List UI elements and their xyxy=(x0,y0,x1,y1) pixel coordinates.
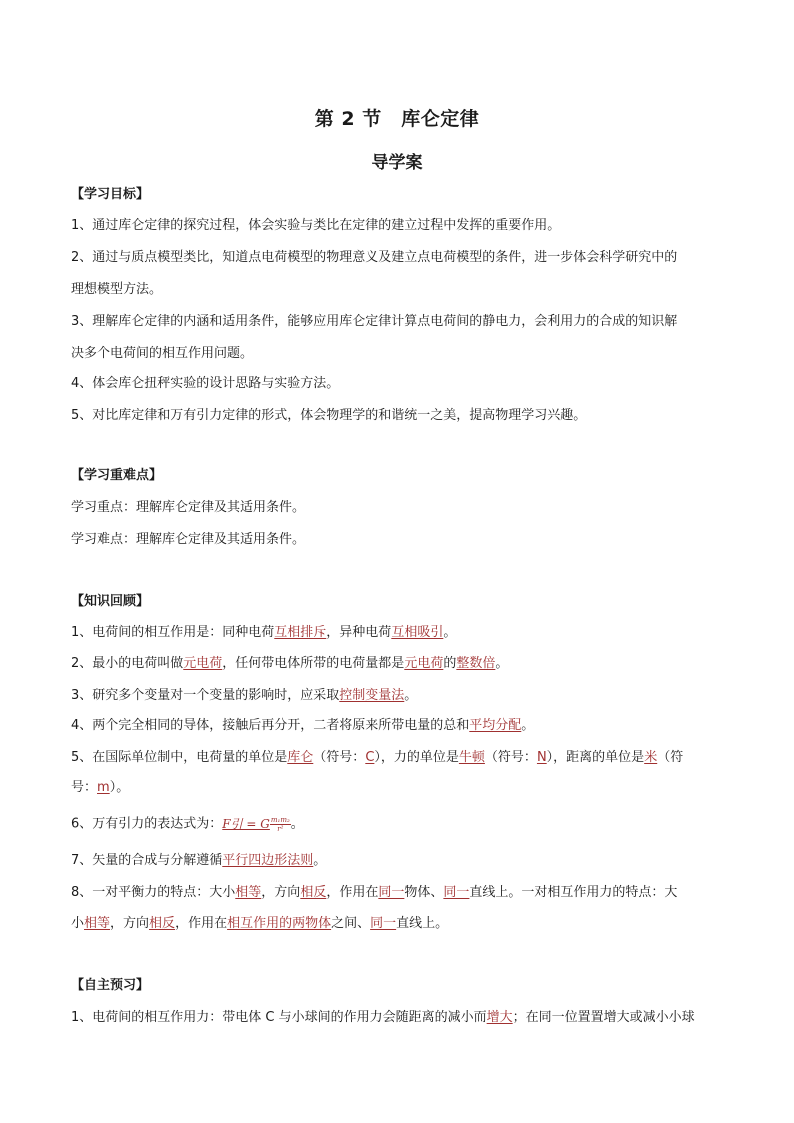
text: 的 xyxy=(443,656,457,671)
keypoints-heading: 【学习重难点】 xyxy=(71,468,163,483)
answer-blank: 平均分配 xyxy=(469,718,522,733)
review-line-6 xyxy=(71,814,726,835)
text: 7、矢量的合成与分解遵循 xyxy=(71,853,223,868)
preview-heading: 【自主预习】 xyxy=(71,978,150,993)
review-line-2 xyxy=(71,654,726,674)
answer-blank: 相等 xyxy=(235,885,262,900)
text: 2、最小的电荷叫做 xyxy=(71,656,184,671)
review-line-4 xyxy=(71,716,726,736)
difficulty-text: 学习难点：理解库仑定律及其适用条件。 xyxy=(71,532,306,547)
review-line-8 xyxy=(71,883,726,903)
answer-blank: 库仑 xyxy=(287,750,314,765)
goal-item: 决多个电荷间的相互作用问题。 xyxy=(71,346,254,361)
page-subtitle: 导学案 xyxy=(371,153,423,173)
answer-blank: 相反 xyxy=(300,885,327,900)
goals-heading: 【学习目标】 xyxy=(71,187,150,202)
text: 。 xyxy=(290,816,304,832)
answer-blank: 相反 xyxy=(149,916,176,931)
answer-blank: 互相吸引 xyxy=(391,625,444,640)
answer-blank: 整数倍 xyxy=(456,656,496,671)
text: 直线上。一对相互作用力的特点：大 xyxy=(469,885,678,900)
text: 小 xyxy=(71,916,85,931)
text: （符 xyxy=(657,750,684,765)
text: 。 xyxy=(313,853,327,868)
text: 直线上。 xyxy=(396,916,449,931)
review-line-5b xyxy=(71,778,726,798)
answer-blank: 同一 xyxy=(370,916,397,931)
text: 之间、 xyxy=(331,916,371,931)
formula-fraction xyxy=(270,816,291,833)
text: 物体、 xyxy=(404,885,444,900)
answer-blank: 控制变量法 xyxy=(339,688,405,703)
answer-blank: 同一 xyxy=(443,885,470,900)
review-line-7 xyxy=(71,851,726,871)
text: ，任何带电体所带的电荷量都是 xyxy=(222,656,405,671)
answer-blank: 相互作用的两物体 xyxy=(227,916,332,931)
text: ，方向 xyxy=(110,916,150,931)
goal-item: 理想模型方法。 xyxy=(71,282,163,297)
text: 。 xyxy=(495,656,509,671)
answer-blank: 增大 xyxy=(486,1010,513,1025)
review-line-5 xyxy=(71,748,726,768)
text: （符号： xyxy=(313,750,366,765)
answer-blank: 米 xyxy=(644,750,658,765)
answer-blank: 相等 xyxy=(84,916,111,931)
text: 。 xyxy=(404,688,418,703)
answer-blank: 平行四边形法则 xyxy=(222,853,314,868)
focus-text: 学习重点：理解库仑定律及其适用条件。 xyxy=(71,500,306,515)
text: （符号： xyxy=(484,750,537,765)
text: 8、一对平衡力的特点：大小 xyxy=(71,885,236,900)
goal-item: 3、理解库仑定律的内涵和适用条件，能够应用库仑定律计算点电荷间的静电力，会利用力的合成的知识解 xyxy=(71,314,678,329)
answer-blank: 元电荷 xyxy=(404,656,444,671)
preview-line-1 xyxy=(71,1008,726,1028)
answer-blank: N xyxy=(536,750,547,765)
answer-blank: 同一 xyxy=(378,885,405,900)
answer-blank: m xyxy=(97,780,110,795)
review-line-1 xyxy=(71,623,726,643)
text: ，异种电荷 xyxy=(326,625,392,640)
text: ；在同一位置置增大或减小小球 xyxy=(512,1010,695,1025)
goal-item: 5、对比库定律和万有引力定律的形式，体会物理学的和谐统一之美，提高物理学习兴趣。 xyxy=(71,408,587,423)
text: ），力的单位是 xyxy=(374,750,459,765)
gravitation-formula xyxy=(222,814,291,834)
review-heading: 【知识回顾】 xyxy=(71,594,150,609)
text: ），距离的单位是 xyxy=(546,750,645,765)
text: ）。 xyxy=(109,780,130,795)
text: ，方向 xyxy=(261,885,301,900)
goal-item: 2、通过与质点模型类比，知道点电荷模型的物理意义及建立点电荷模型的条件，进一步体会科学研究中的 xyxy=(71,250,678,265)
formula-numerator: m₁m₂ xyxy=(270,816,290,824)
text: 6、万有引力的表达式为： xyxy=(71,816,223,832)
text: 1、电荷间的相互作用是：同种电荷 xyxy=(71,625,275,640)
answer-blank: C xyxy=(365,750,375,765)
text: 。 xyxy=(521,718,535,733)
goal-item: 4、体会库仑扭秤实验的设计思路与实验方法。 xyxy=(71,376,340,391)
page-title: 第 2 节 库仑定律 xyxy=(314,108,480,130)
text: 3、研究多个变量对一个变量的影响时，应采取 xyxy=(71,688,340,703)
text: 号： xyxy=(71,780,98,795)
text: ，作用在 xyxy=(326,885,379,900)
review-line-3 xyxy=(71,686,726,706)
text: ，作用在 xyxy=(175,916,228,931)
formula-lhs: F引 = G xyxy=(222,817,270,831)
text: 4、两个完全相同的导体，接触后再分开，二者将原来所带电量的总和 xyxy=(71,718,470,733)
review-line-8b xyxy=(71,914,726,934)
answer-blank: 牛顿 xyxy=(458,750,485,765)
goal-item: 1、通过库仑定律的探究过程，体会实验与类比在定律的建立过程中发挥的重要作用。 xyxy=(71,218,561,233)
answer-blank: 元电荷 xyxy=(183,656,223,671)
text: 5、在国际单位制中，电荷量的单位是 xyxy=(71,750,288,765)
text: 1、电荷间的相互作用力：带电体 C 与小球间的作用力会随距离的减小而 xyxy=(71,1010,487,1025)
formula-denominator: r² xyxy=(277,825,284,833)
text: 。 xyxy=(443,625,457,640)
answer-blank: 互相排斥 xyxy=(274,625,327,640)
